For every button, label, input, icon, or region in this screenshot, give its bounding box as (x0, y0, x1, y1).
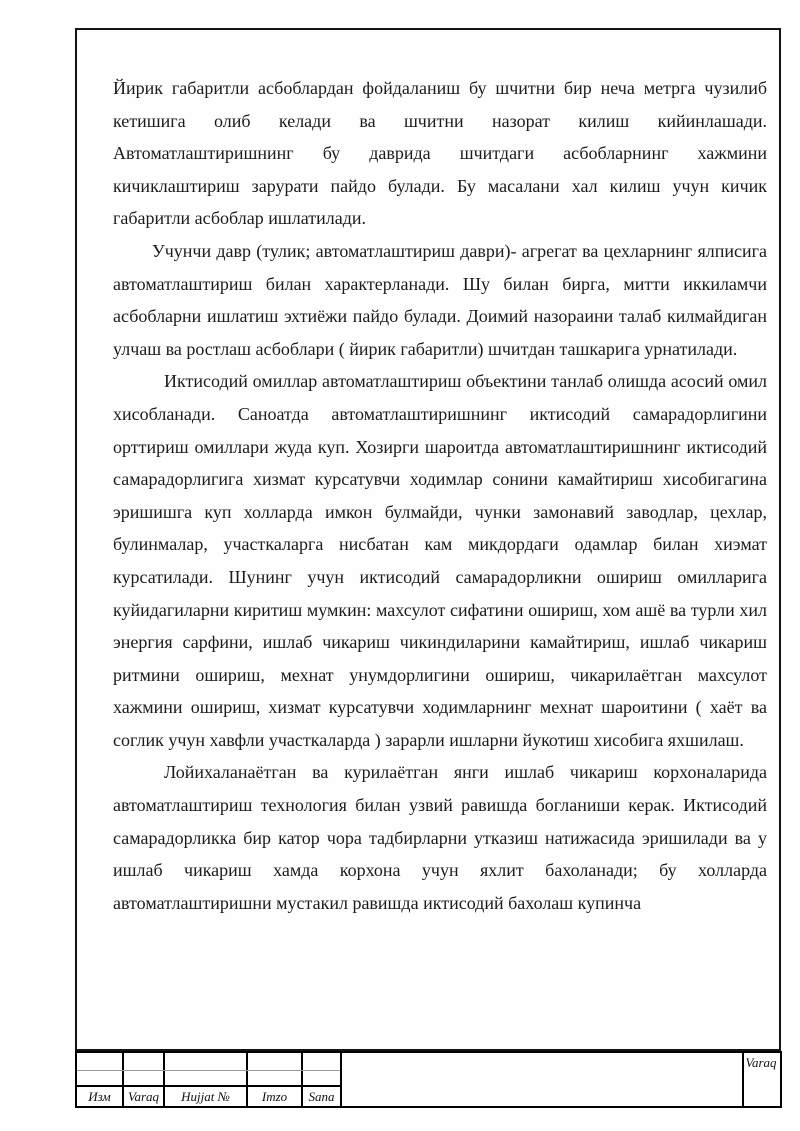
paragraph-4: Лойихаланаётган ва курилаётган янги ишлаб чикариш корхоналарида автоматлаштириш технология билан узвий равишда богланиши керак. Иктисодий самарадорликка бир катор чора тадбирларни утказиш натижасида эришилади ва у ишлаб чикариш хамда корхона учун яхлит бахоланади; бу холларда автоматлаштиришни мустакил равишда иктисодий бахолаш купинча (113, 762, 767, 913)
column-label-varaq: Varaq (127, 1088, 160, 1104)
divider (340, 1053, 342, 1106)
page-border-frame (75, 28, 781, 1051)
paragraph-3: Иктисодий омиллар автоматлаштириш объектини танлаб олишда асосий омил хисобланади. Саноатда автоматлаштиришнинг иктисодий самарадорлигини орттириш омиллари жуда куп. Хозирги шароитда автоматлаштиришнинг иктисодий самарадорлигига хизмат курсатувчи ходимлар сонини камайтириш хисобигагина эришишга куп холларда имкон булмайди, чунки замонавий заводлар, цехлар, булинмалар, участкаларга нисбатан кам микдордаги одамлар билан хиэмат курсатилади. Шунинг учун иктисодий самарадорликни ошириш омилларига куйидагиларни киритиш мумкин: махсулот сифатини ошириш, хом ашё ва турли хил энергия сарфини, ишлаб чикариш чикиндиларини камайтириш, ишлаб чикариш ритмини ошириш, мехнат унумдорлигини ошириш, чикарилаётган махсулот хажмини ошириш, хизмат курсатувчи ходимларнинг мехнат шароитини ( хаёт ва соглик учун хавфли участкаларда ) зарарли ишларни йукотиш хисобига яхшилаш. (113, 371, 767, 750)
varaq-cell-label: Varaq (745, 1055, 777, 1070)
paragraph-1: Йирик габаритли асбоблардан фойдаланиш бу шчитни бир неча метрга чузилиб кетишига олиб келади ва шчитни назорат килиш кийинлашади. Автоматлаштиришнинг бу даврида шчитдаги асбобларнинг хажмини кичиклаштириш зарурати пайдо булади. Бу масалани хал килиш учун кичик габаритли асбоблар ишлатилади. (113, 78, 767, 229)
column-label-izm: Изм (88, 1088, 111, 1104)
divider (77, 1070, 340, 1071)
paragraph-2: Учунчи давр (тулик; автоматлаштириш даври)- агрегат ва цехларнинг ялписига автоматлаштириш билан характерланади. Шу билан бирга, митти иккиламчи асбобларни ишлатиш эхтиёжи пайдо булади. Доимий назораини талаб килмайдиган улчаш ва ростлаш асбоблари ( йирик габаритли) шчитдан ташкарига урнатилади. (113, 240, 767, 359)
column-label-hujjat: Hujjat № (181, 1088, 230, 1104)
column-label-sana: Sana (308, 1088, 335, 1104)
column-label-imzo: Imzo (261, 1088, 288, 1104)
document-text (113, 72, 767, 919)
varaq-page-cell (742, 1053, 780, 1106)
title-block-table (75, 1051, 782, 1108)
